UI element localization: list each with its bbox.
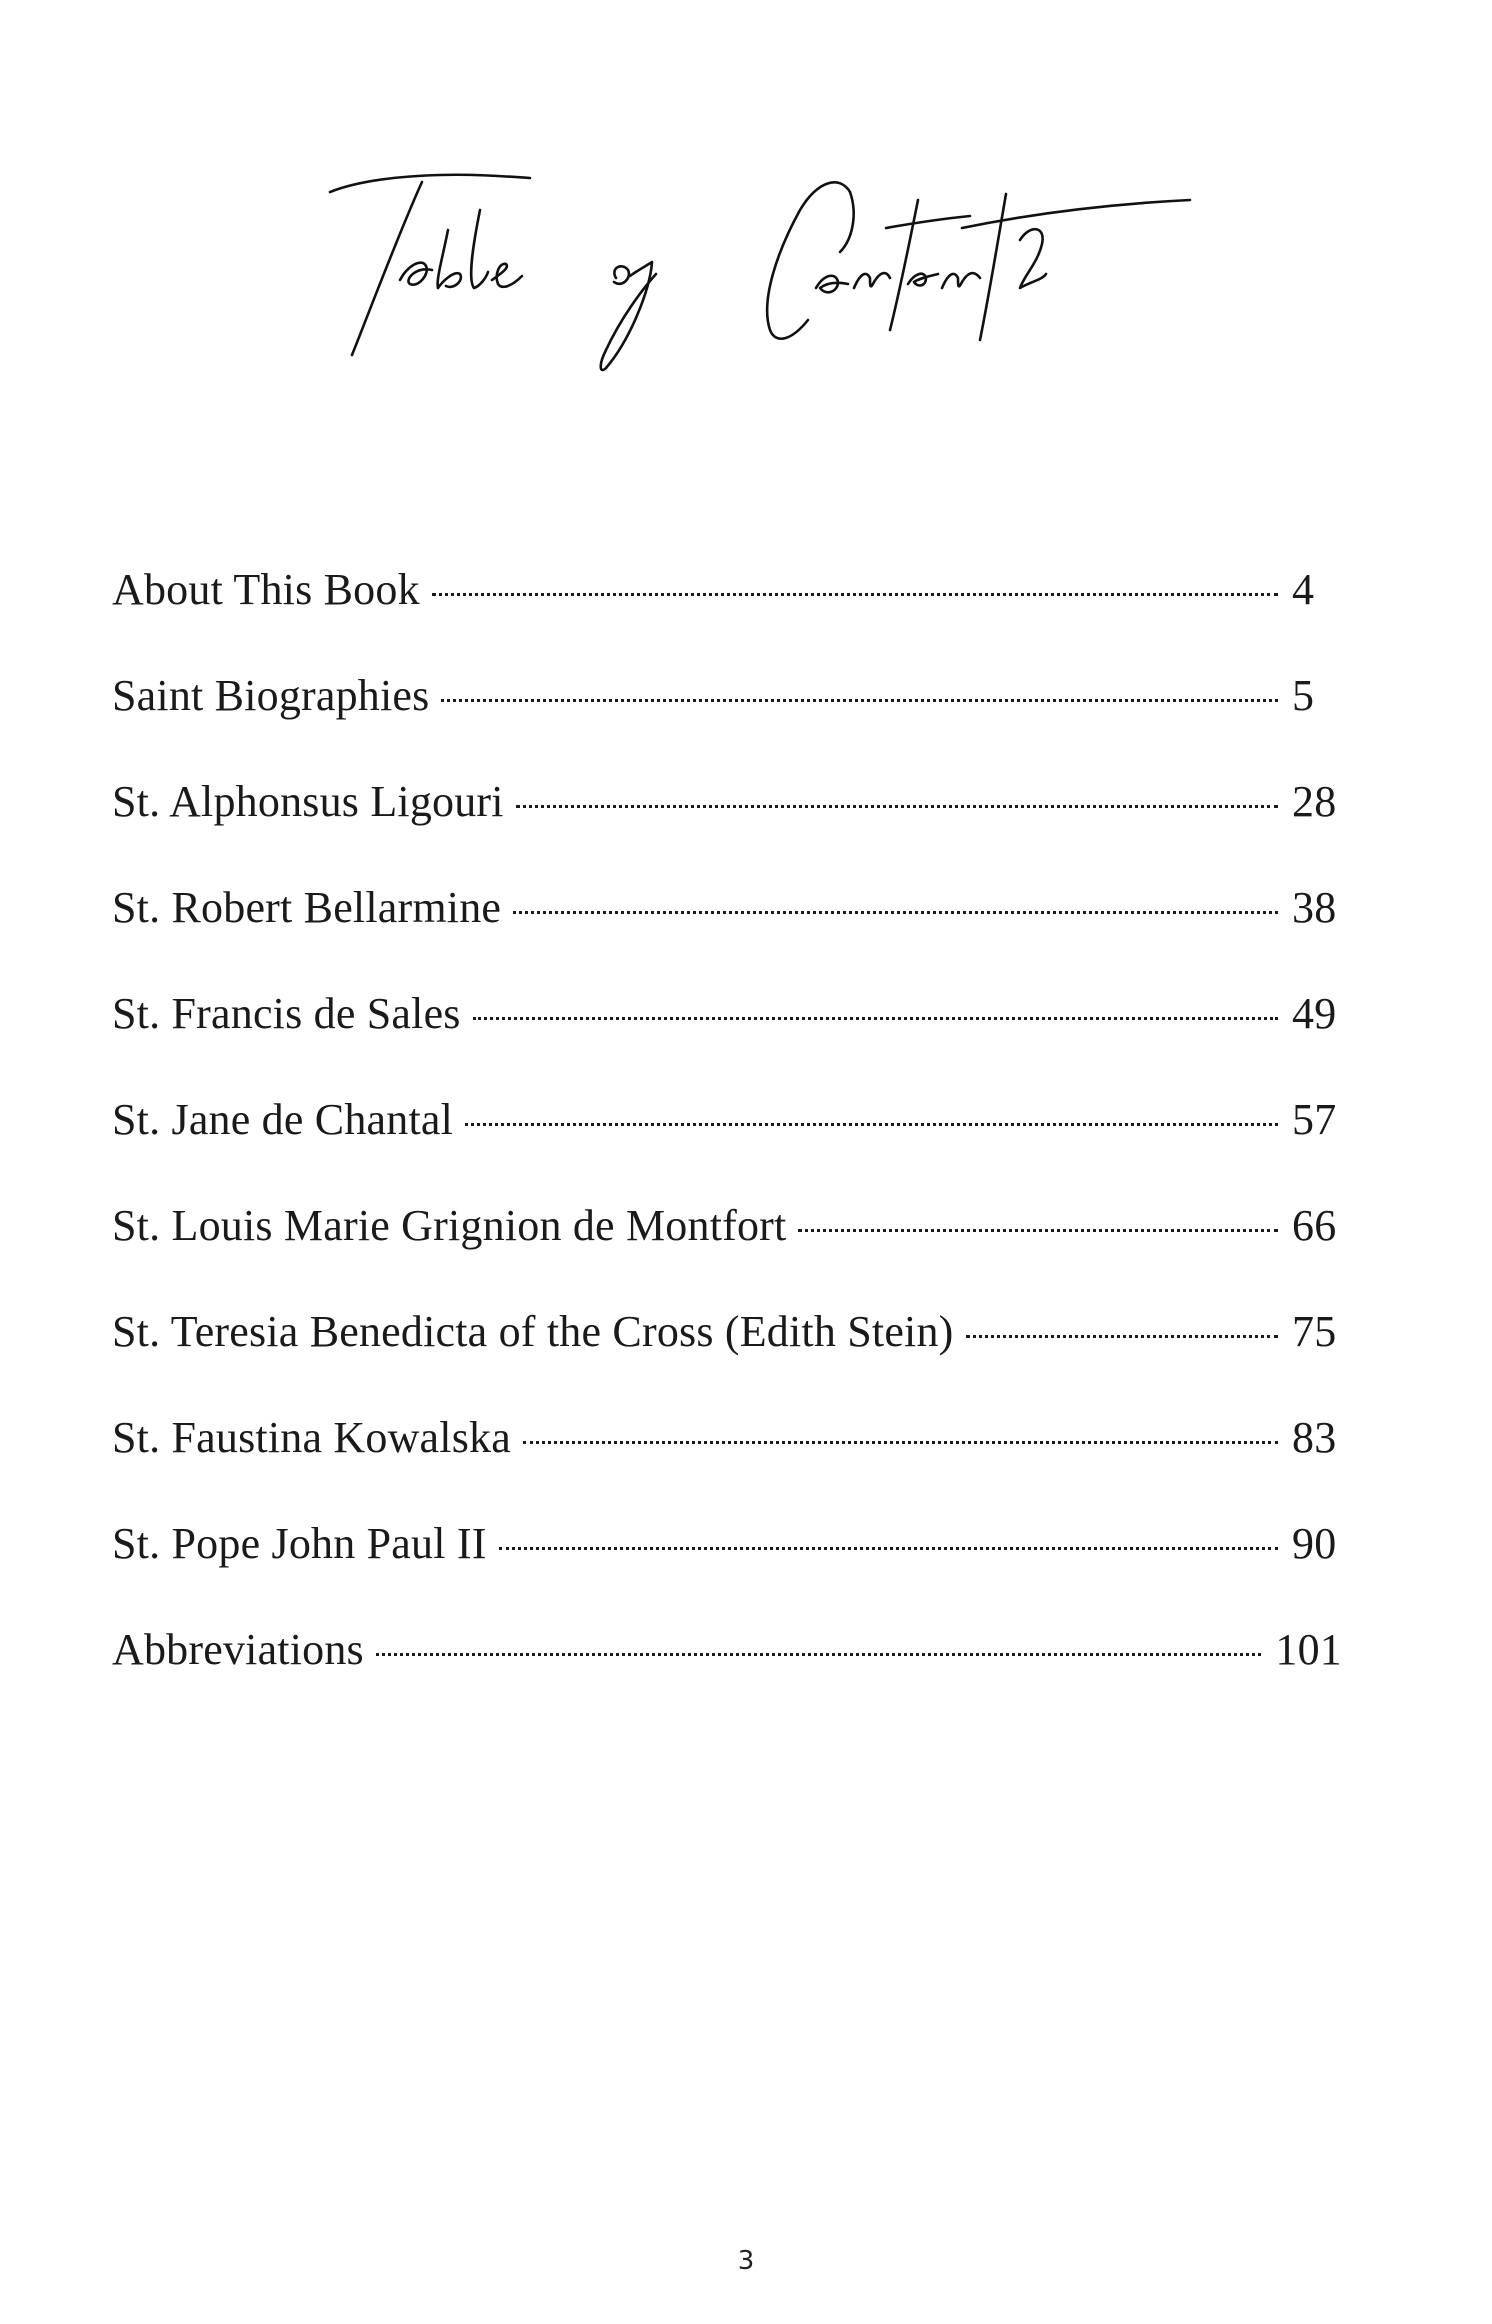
toc-entry-page-number: 38 bbox=[1292, 883, 1337, 932]
toc-entry-robert-bellarmine[interactable] bbox=[112, 878, 1342, 984]
toc-entry-label: St. Alphonsus Ligouri bbox=[112, 777, 504, 826]
dot-leader bbox=[432, 593, 1278, 596]
toc-entry-page-number: 28 bbox=[1292, 777, 1337, 826]
dot-leader bbox=[441, 699, 1278, 702]
toc-entry-page-number: 5 bbox=[1292, 671, 1315, 720]
toc-entry-faustina-kowalska[interactable] bbox=[112, 1408, 1342, 1514]
table-of-contents bbox=[112, 560, 1342, 1726]
dot-leader bbox=[798, 1229, 1278, 1232]
dot-leader bbox=[513, 911, 1278, 914]
toc-entry-saint-biographies[interactable] bbox=[112, 666, 1342, 772]
toc-entry-abbreviations[interactable] bbox=[112, 1620, 1342, 1726]
toc-entry-page-number: 101 bbox=[1275, 1625, 1342, 1674]
toc-entry-label: St. Francis de Sales bbox=[112, 989, 461, 1038]
toc-entry-page-number: 90 bbox=[1292, 1519, 1337, 1568]
dot-leader bbox=[966, 1335, 1278, 1338]
page-title bbox=[330, 170, 1270, 390]
toc-entry-page-number: 66 bbox=[1292, 1201, 1337, 1250]
toc-entry-page-number: 57 bbox=[1292, 1095, 1337, 1144]
dot-leader bbox=[473, 1017, 1278, 1020]
toc-entry-label: About This Book bbox=[112, 565, 420, 614]
toc-entry-pope-john-paul-ii[interactable] bbox=[112, 1514, 1342, 1620]
toc-entry-page-number: 49 bbox=[1292, 989, 1337, 1038]
toc-entry-label: Saint Biographies bbox=[112, 671, 430, 720]
dot-leader bbox=[465, 1123, 1278, 1126]
toc-entry-label: St. Robert Bellarmine bbox=[112, 883, 502, 932]
dot-leader bbox=[376, 1653, 1262, 1656]
dot-leader bbox=[523, 1441, 1278, 1444]
toc-entry-page-number: 75 bbox=[1292, 1307, 1337, 1356]
toc-entry-label: St. Jane de Chantal bbox=[112, 1095, 454, 1144]
toc-entry-teresia-benedicta[interactable] bbox=[112, 1302, 1342, 1408]
toc-entry-page-number: 4 bbox=[1292, 565, 1315, 614]
toc-entry-about-this-book[interactable] bbox=[112, 560, 1342, 666]
toc-entry-jane-de-chantal[interactable] bbox=[112, 1090, 1342, 1196]
toc-entry-page-number: 83 bbox=[1292, 1413, 1337, 1462]
toc-entry-label: Abbreviations bbox=[112, 1625, 364, 1674]
toc-entry-label: St. Louis Marie Grignion de Montfort bbox=[112, 1201, 787, 1250]
toc-entry-alphonsus-ligouri[interactable] bbox=[112, 772, 1342, 878]
dot-leader bbox=[516, 805, 1278, 808]
toc-entry-francis-de-sales[interactable] bbox=[112, 984, 1342, 1090]
toc-entry-label: St. Faustina Kowalska bbox=[112, 1413, 511, 1462]
dot-leader bbox=[499, 1547, 1278, 1550]
toc-entry-louis-marie-grignion-de-montfort[interactable] bbox=[112, 1196, 1342, 1302]
handwritten-title-graphic bbox=[330, 170, 1270, 390]
toc-entry-label: St. Teresia Benedicta of the Cross (Edith Stein) bbox=[112, 1307, 954, 1356]
toc-entry-label: St. Pope John Paul II bbox=[112, 1519, 487, 1568]
page-number: 3 bbox=[737, 2246, 755, 2276]
